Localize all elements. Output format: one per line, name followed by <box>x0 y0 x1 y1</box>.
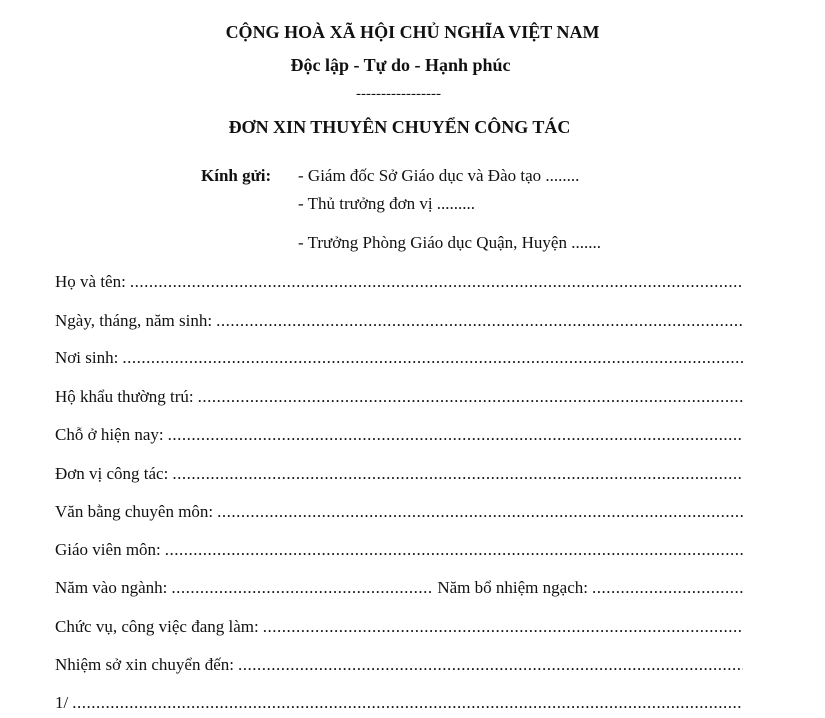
fill-line[interactable] <box>130 272 743 292</box>
recipient-label: Kính gửi: <box>201 166 272 185</box>
field-current-address[interactable] <box>55 425 743 447</box>
field-label: Họ và tên: <box>55 272 126 291</box>
fill-line[interactable] <box>122 348 743 368</box>
field-destination-1[interactable] <box>55 693 743 715</box>
fill-line[interactable] <box>217 502 743 522</box>
recipient-item: - Thủ trưởng đơn vị ......... <box>298 194 476 213</box>
field-degree[interactable] <box>55 502 743 524</box>
fill-line[interactable] <box>238 655 743 675</box>
field-full-name[interactable] <box>55 272 743 294</box>
field-label: Văn bằng chuyên môn: <box>55 502 214 521</box>
field-label: Giáo viên môn: <box>55 540 161 559</box>
field-label: Đơn vị công tác: <box>55 464 169 483</box>
fill-line[interactable] <box>263 617 743 637</box>
field-birth-place[interactable] <box>55 348 743 370</box>
field-label: Chỗ ở hiện nay: <box>55 425 164 444</box>
field-label: Chức vụ, công việc đang làm: <box>55 617 259 636</box>
field-workplace[interactable] <box>55 464 743 486</box>
field-birth-date[interactable] <box>55 311 743 333</box>
fill-line[interactable] <box>216 311 743 331</box>
fill-line[interactable] <box>171 578 433 598</box>
field-label: Năm vào ngành: <box>55 578 168 597</box>
field-label: Nhiệm sở xin chuyển đến: <box>55 655 234 674</box>
fill-line[interactable] <box>72 693 743 713</box>
field-label: Hộ khẩu thường trú: <box>55 387 194 406</box>
fill-line[interactable] <box>592 578 743 598</box>
field-years[interactable] <box>55 578 743 600</box>
field-teaching-subject[interactable] <box>55 540 743 562</box>
separator: ----------------- <box>356 86 441 102</box>
recipient-item: - Giám đốc Sở Giáo dục và Đào tạo ........ <box>298 166 580 185</box>
fill-line[interactable] <box>165 540 743 560</box>
field-label: 1/ <box>55 693 69 712</box>
nation-heading: CỘNG HOÀ XÃ HỘI CHỦ NGHĨA VIỆT NAM <box>225 22 600 42</box>
field-permanent-residence[interactable] <box>55 387 743 409</box>
field-destination[interactable] <box>55 655 743 677</box>
field-label: Ngày, tháng, năm sinh: <box>55 311 213 330</box>
field-label: Năm bổ nhiệm ngạch: <box>437 578 588 597</box>
field-position[interactable] <box>55 617 743 639</box>
fill-line[interactable] <box>198 387 743 407</box>
field-label: Nơi sinh: <box>55 348 119 367</box>
recipient-item: - Trưởng Phòng Giáo dục Quận, Huyện ....... <box>298 233 601 252</box>
motto: Độc lập - Tự do - Hạnh phúc <box>290 55 511 75</box>
document-title: ĐƠN XIN THUYÊN CHUYỂN CÔNG TÁC <box>228 117 571 137</box>
fill-line[interactable] <box>168 425 743 445</box>
fill-line[interactable] <box>172 464 743 484</box>
